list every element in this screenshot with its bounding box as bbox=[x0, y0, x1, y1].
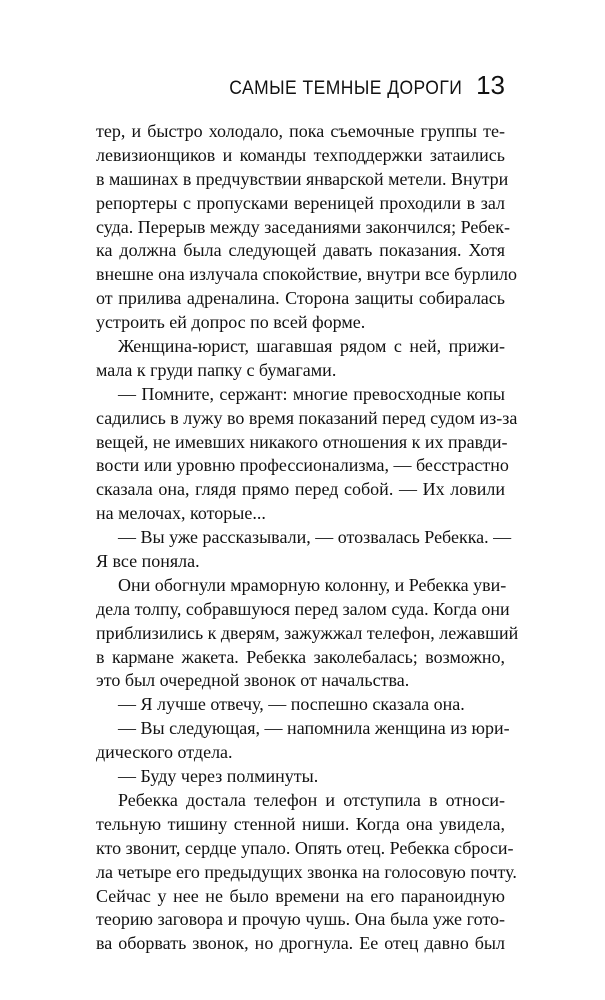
text-line: — Помните, сержант: многие превосходные копы bbox=[118, 383, 505, 404]
text-line: ла четыре его предыдущих звонка на голосовую почту. bbox=[96, 861, 517, 882]
text-line: вости или уровню профессионализма, — бесстрастно bbox=[96, 455, 509, 476]
text-line: ка должна была следующей давать показания. Хотя bbox=[96, 240, 505, 261]
text-line: дела толпу, собравшуюся перед залом суда. Когда они bbox=[96, 598, 510, 619]
text-line: суда. Перерыв между заседаниями закончился; Ребек- bbox=[96, 216, 510, 237]
text-line: в машинах в предчувствии январской метели. Внутри bbox=[96, 168, 509, 189]
text-line: — Вы следующая, — напомнила женщина из юри- bbox=[118, 718, 510, 739]
text-line: это был очередной звонок от начальства. bbox=[96, 670, 410, 691]
running-title: САМЫЕ ТЕМНЫЕ ДОРОГИ bbox=[229, 78, 463, 99]
text-line: мала к груди папку с бумагами. bbox=[96, 359, 337, 380]
text-line: тер, и быстро холодало, пока съемочные группы те- bbox=[96, 121, 505, 141]
page-number: 13 bbox=[476, 70, 505, 100]
text-line: на мелочах, которые... bbox=[96, 503, 266, 524]
text-line: — Вы уже рассказывали, — отозвалась Ребекка. — bbox=[118, 527, 512, 548]
text-line: Они обогнули мраморную колонну, и Ребекка уви- bbox=[118, 574, 507, 595]
text-line: кто звонит, сердце упало. Опять отец. Ребекка сброси- bbox=[96, 837, 514, 858]
text-line: репортеры с пропусками вереницей проходили в зал bbox=[96, 192, 505, 213]
text-line: теорию заговора и прочую чушь. Она была уже гото- bbox=[96, 909, 505, 930]
text-line: Ребекка достала телефон и отступила в относи- bbox=[118, 789, 505, 810]
text-line: устроить ей допрос по всей форме. bbox=[96, 312, 366, 333]
body-text bbox=[96, 120, 519, 956]
text-line: ва оборвать звонок, но дрогнула. Ее отец давно был bbox=[96, 933, 505, 954]
running-header bbox=[209, 70, 505, 101]
text-line: Я все поняла. bbox=[96, 551, 200, 572]
text-line: — Я лучше отвечу, — поспешно сказала она. bbox=[118, 694, 465, 715]
text-line: Женщина-юрист, шагавшая рядом с ней, прижи- bbox=[118, 336, 505, 357]
text-line: садились в лужу во время показаний перед судом из-за bbox=[96, 407, 518, 428]
text-line: в кармане жакета. Ребекка заколебалась; возможно, bbox=[96, 646, 505, 667]
text-line: дического отдела. bbox=[96, 742, 233, 763]
text-line: левизионщиков и команды техподдержки затаились bbox=[96, 144, 505, 165]
text-line: вещей, не имевших никакого отношения к их правди- bbox=[96, 431, 508, 452]
text-line: Сейчас у нее не было времени на его параноидную bbox=[96, 885, 505, 906]
text-line: сказала она, глядя прямо перед собой. — Их ловили bbox=[96, 479, 505, 500]
text-line: тельную тишину стенной ниши. Когда она увидела, bbox=[96, 813, 505, 834]
text-line: приблизились к дверям, зажужжал телефон, лежавший bbox=[96, 622, 519, 643]
text-line: — Буду через полминуты. bbox=[118, 766, 319, 787]
text-line: от прилива адреналина. Сторона защиты собиралась bbox=[96, 288, 505, 309]
text-line: внешне она излучала спокойствие, внутри все бурлило bbox=[96, 264, 517, 285]
